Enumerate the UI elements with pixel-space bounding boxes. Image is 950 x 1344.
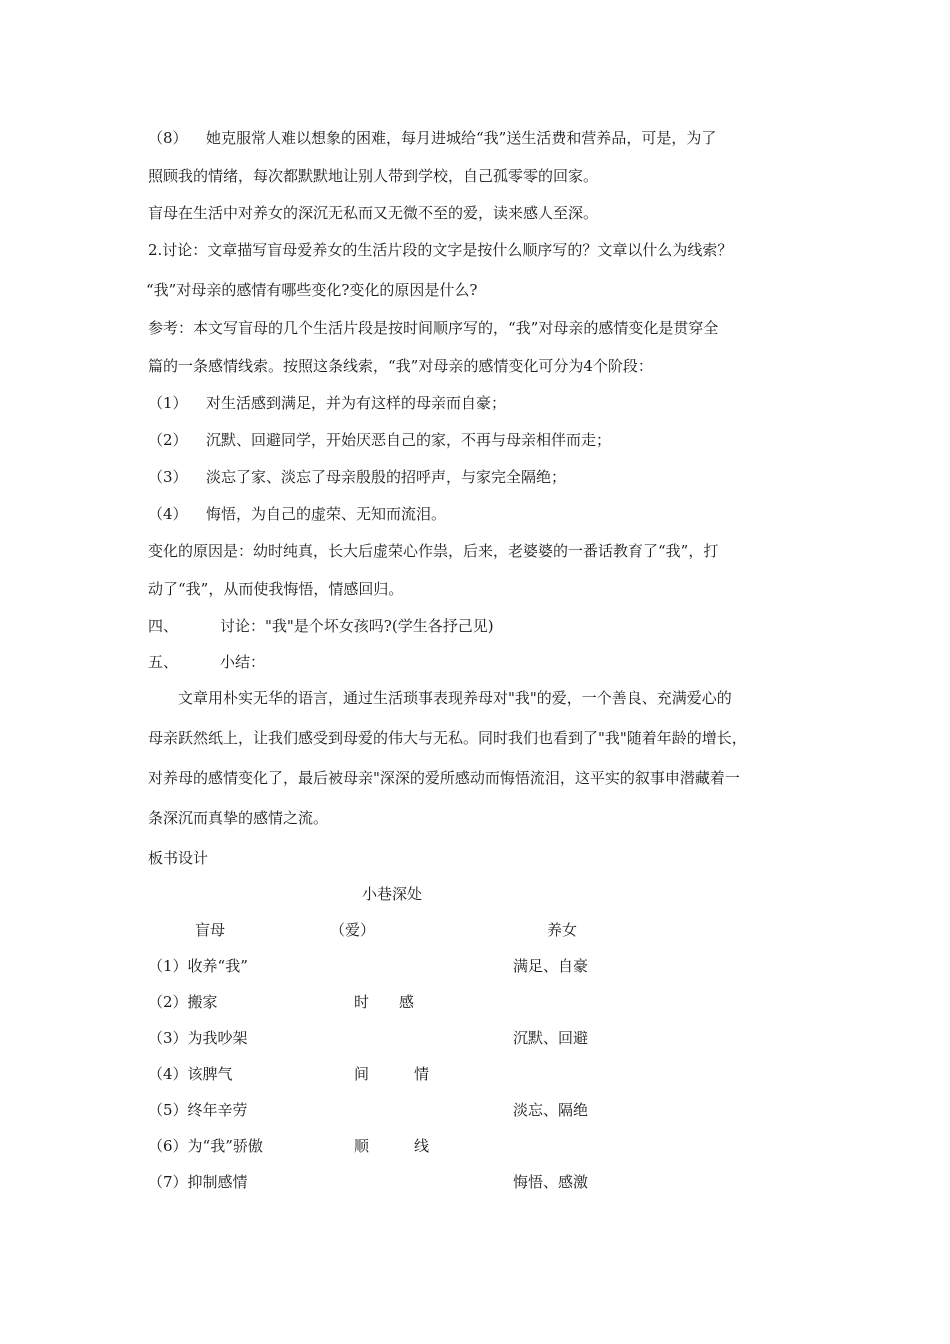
board-row-left: （2）搬家 [148,993,218,1011]
board-row-left: （3）为我吵架 [148,1029,248,1047]
board-row-right: 悔悟、感激 [513,1173,589,1191]
summary-line: 条深沉而真挚的感情之流。 [148,809,329,827]
board-title: 小巷深处 [362,885,423,903]
stage-item [148,504,446,524]
reference-answer: 参考：本文写盲母的几个生活片段是按时间顺序写的，“我”对母亲的感情变化是贯穿全 [148,319,719,337]
board-column-middle: （爱） [330,921,376,939]
section-text: 小结： [220,653,266,671]
board-row-right: 沉默、回避 [513,1029,589,1047]
stage-text: 悔悟，为自己的虚荣、无知而流泪。 [206,505,447,523]
board-heading: 板书设计 [148,849,209,867]
board-column-right: 养女 [547,921,578,939]
board-row-middle: 顺 线 [354,1137,430,1155]
summary-line: 文章用朴实无华的语言，通过生活琐事表现养母对"我"的爱，一个善良、充满爱心的 [178,689,732,707]
section-text: 讨论："我"是个坏女孩吗?(学生各抒己见) [220,617,494,635]
stage-number: （4） [148,505,188,523]
item-number: （8） [148,129,188,147]
board-row-left: （7）抑制感情 [148,1173,248,1191]
board-row-left: （5）终年辛劳 [148,1101,248,1119]
stage-item [148,393,506,413]
section-number: 五、 [148,653,179,671]
board-row-right: 淡忘、隔绝 [513,1101,589,1119]
summary-line: 母亲跃然纸上，让我们感受到母爱的伟大与无私。同时我们也看到了"我"随着年龄的增长， [148,729,747,747]
reason-line: 动了“我”，从而使我悔悟，情感回归。 [148,580,404,598]
board-row-middle: 时 感 [354,993,415,1011]
stage-text: 沉默、回避同学，开始厌恶自己的家，不再与母亲相伴而走； [206,431,612,449]
stage-item [148,430,611,450]
stage-text: 对生活感到满足，并为有这样的母亲而自豪； [206,394,507,412]
stage-number: （2） [148,431,188,449]
item-text: 她克服常人难以想象的困难，每月进城给“我”送生活费和营养品，可是，为了 [206,129,717,147]
board-row-left: （1）收养“我” [148,957,248,975]
section-five [148,652,265,672]
summary-line: 对养母的感情变化了，最后被母亲"深深的爱所感动而悔悟流泪，这平实的叙事申潜藏着一 [148,769,740,787]
paragraph-line [148,128,716,148]
board-column-left: 盲母 [195,921,226,939]
section-four [148,616,494,636]
discussion-question: 2.讨论：文章描写盲母爱养女的生活片段的文字是按什么顺序写的？文章以什么为线索？ [148,241,733,259]
reason-line: 变化的原因是：幼时纯真，长大后虚荣心作祟，后来，老婆婆的一番话教育了“我”，打 [148,542,719,560]
stage-text: 淡忘了家、淡忘了母亲殷殷的招呼声，与家完全隔绝； [206,468,567,486]
paragraph-line: 照顾我的情绪，每次都默默地让别人带到学校，自己孤零零的回家。 [148,167,599,185]
section-number: 四、 [148,617,179,635]
paragraph-line: 盲母在生活中对养女的深沉无私而又无微不至的爱，读来感人至深。 [148,204,599,222]
board-row-middle: 间 情 [354,1065,430,1083]
stage-number: （1） [148,394,188,412]
stage-number: （3） [148,468,188,486]
discussion-question: “我”对母亲的感情有哪些变化?变化的原因是什么? [146,281,478,299]
board-row-left: （4）该脾气 [148,1065,233,1083]
reference-answer: 篇的一条感情线索。按照这条线索，“我”对母亲的感情变化可分为4个阶段： [148,357,653,375]
stage-item [148,467,566,487]
board-row-left: （6）为“我”骄傲 [148,1137,263,1155]
board-row-right: 满足、自豪 [513,957,589,975]
